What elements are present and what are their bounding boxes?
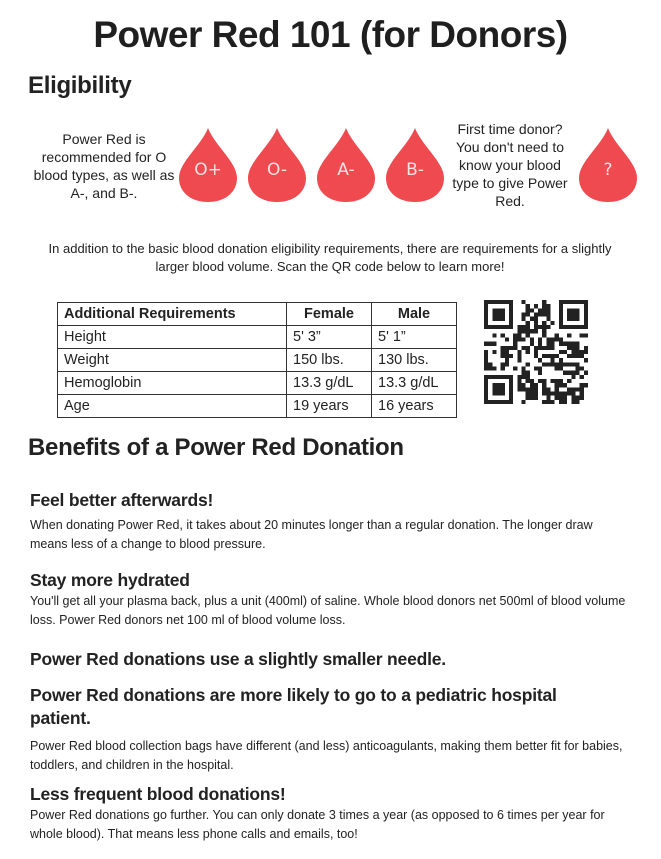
- first-time-donor-text: First time donor? You don't need to know your blood type to give Power Red.: [452, 121, 568, 209]
- table-cell: Hemoglobin: [58, 372, 287, 395]
- table-cell: Height: [58, 326, 287, 349]
- page-title: Power Red 101 (for Donors): [93, 14, 568, 55]
- table-row: [58, 326, 457, 349]
- benefit-text: Power Red donations go further. You can only donate 3 times a year (as opposed to 6 times per year for whole blood). That means less phone calls and emails, too!: [30, 808, 605, 841]
- table-cell: 150 lbs.: [287, 349, 372, 372]
- drop-label-o-pos: O+: [194, 160, 222, 180]
- blood-drop-icon: [382, 126, 448, 204]
- drop-label-o-neg: O-: [267, 160, 287, 180]
- benefit-text: When donating Power Red, it takes about 20 minutes longer than a regular donation. The longer draw means less of a change to blood pressure.: [30, 518, 593, 551]
- eligibility-heading: Eligibility: [28, 72, 132, 99]
- table-header: Male: [372, 303, 457, 326]
- requirements-table: [57, 302, 457, 418]
- table-cell: 5' 1”: [372, 326, 457, 349]
- table-row: [58, 395, 457, 418]
- blood-drop-icon: [175, 126, 241, 204]
- table-cell: Weight: [58, 349, 287, 372]
- blood-drop-icon: [313, 126, 379, 204]
- drop-label-a-neg: A-: [337, 160, 355, 180]
- table-row: [58, 349, 457, 372]
- benefit-title: Power Red donations use a slightly smaller needle.: [30, 649, 446, 669]
- benefits-heading: Benefits of a Power Red Donation: [28, 434, 404, 461]
- table-cell: 130 lbs.: [372, 349, 457, 372]
- table-header: Female: [287, 303, 372, 326]
- table-cell: 13.3 g/dL: [372, 372, 457, 395]
- drop-label-unknown: ?: [603, 160, 613, 180]
- table-cell: 19 years: [287, 395, 372, 418]
- drop-label-b-neg: B-: [406, 160, 424, 180]
- benefit-title: Power Red donations are more likely to go to a pediatric hospital patient.: [30, 685, 557, 728]
- table-row: [58, 372, 457, 395]
- blood-drop-icon: [244, 126, 310, 204]
- benefit-text: You'll get all your plasma back, plus a unit (400ml) of saline. Whole blood donors net 500ml of blood volume loss. Power Red donors net 100 ml of blood volume loss.: [30, 594, 626, 627]
- table-cell: 13.3 g/dL: [287, 372, 372, 395]
- table-cell: Age: [58, 395, 287, 418]
- eligibility-blood-types-text: Power Red is recommended for O blood types, as well as A-, and B-.: [33, 131, 175, 201]
- qr-code-icon[interactable]: [484, 300, 588, 404]
- table-cell: 5' 3”: [287, 326, 372, 349]
- table-header-row: [58, 303, 457, 326]
- blood-drop-icon: [575, 126, 641, 204]
- benefit-title: Feel better afterwards!: [30, 490, 214, 510]
- table-header: Additional Requirements: [58, 303, 287, 326]
- benefit-title: Less frequent blood donations!: [30, 784, 286, 804]
- benefit-title: Stay more hydrated: [30, 570, 190, 590]
- eligibility-note: In addition to the basic blood donation eligibility requirements, there are requirements for a slightly larger blood volume. Scan the QR code below to learn more!: [48, 241, 612, 274]
- benefit-text: Power Red blood collection bags have different (and less) anticoagulants, making them better fit for babies, toddlers, and children in the hospital.: [30, 739, 623, 772]
- table-cell: 16 years: [372, 395, 457, 418]
